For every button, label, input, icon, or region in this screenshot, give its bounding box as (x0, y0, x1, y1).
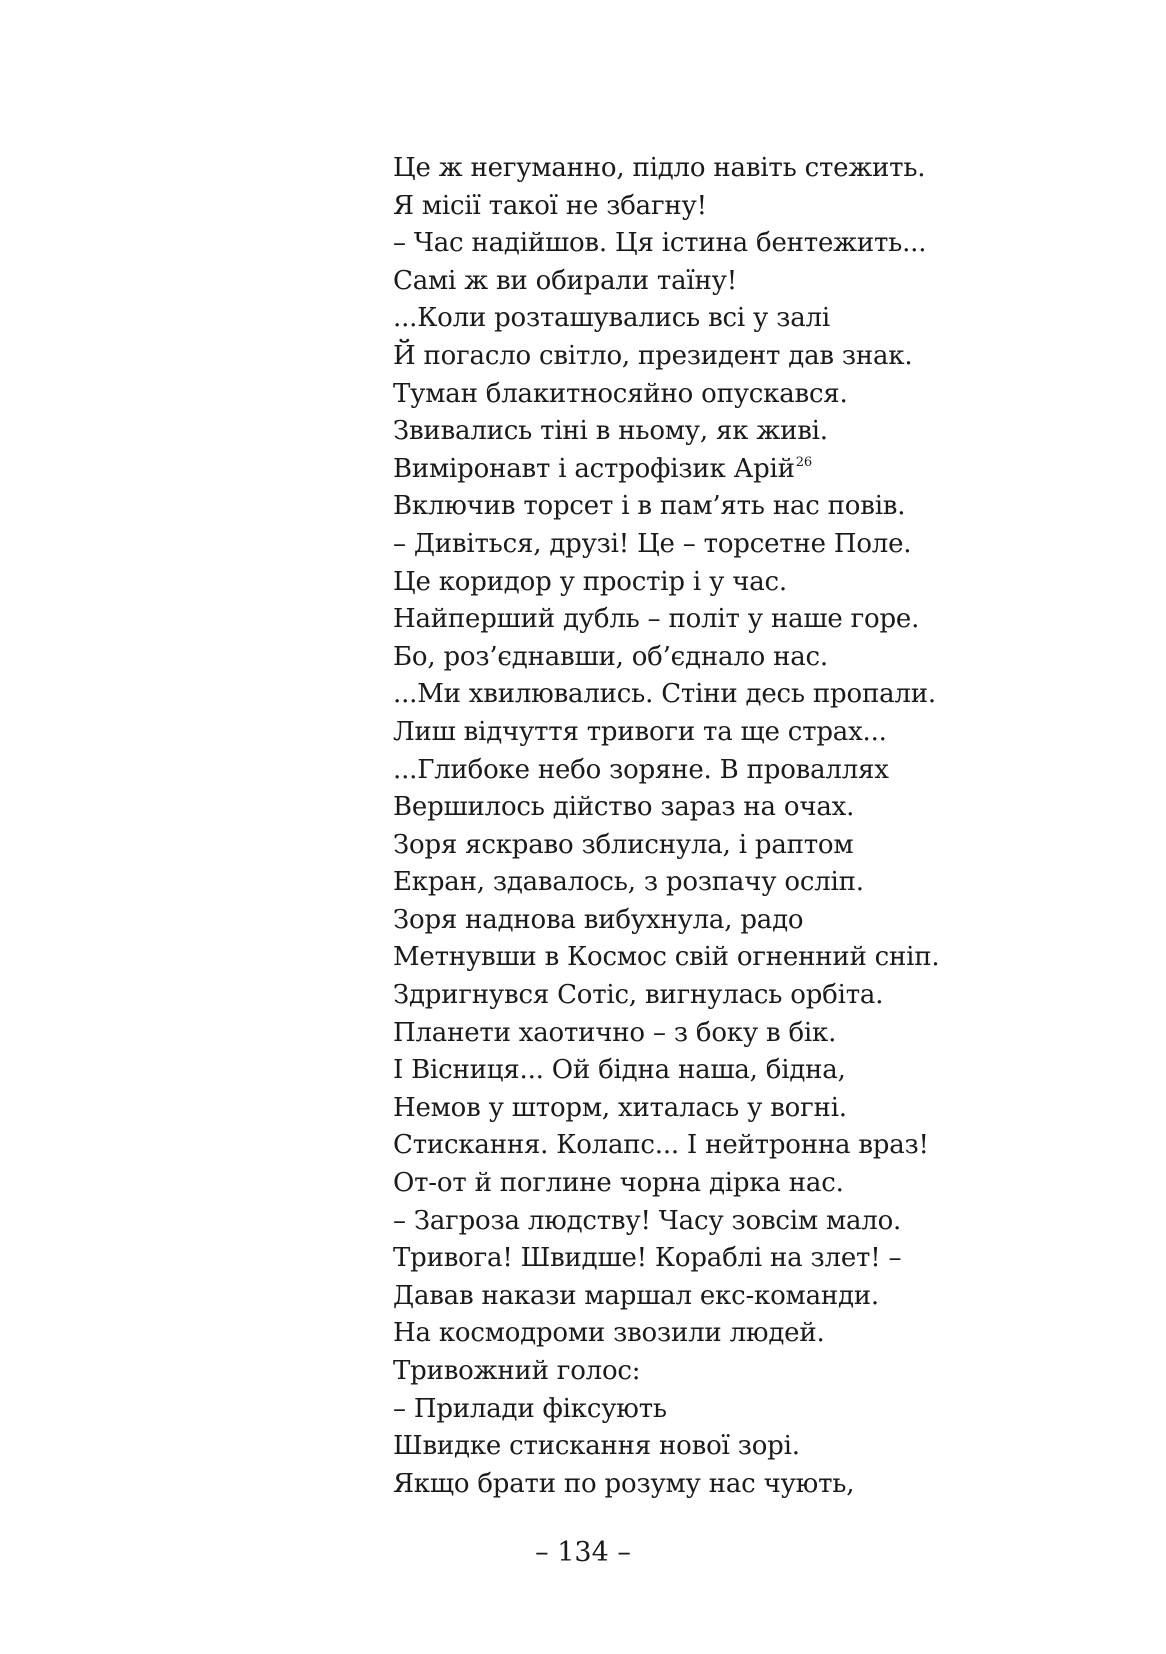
poem-line: ...Коли розташувались всі у залі (393, 303, 830, 334)
poem-line: Зоря наднова вибухнула, радо (393, 904, 804, 935)
poem-line: – Загроза людству! Часу зовсім мало. (393, 1205, 902, 1236)
poem-line: Давав накази маршал екс-команди. (393, 1280, 880, 1311)
poem-line-with-footnote (393, 451, 1093, 489)
poem-line: Метнувши в Космос свій огненний сніп. (393, 942, 940, 973)
poem-line: – Прилади фіксують (393, 1393, 667, 1424)
poem-line: На космодроми звозили людей. (393, 1318, 825, 1349)
poem-line: Здригнувся Сотіс, вигнулась орбіта. (393, 980, 884, 1011)
footnote-mark[interactable]: 26 (795, 454, 812, 470)
poem-line: Самі ж ви обирали таїну! (393, 265, 737, 296)
poem-line: Швидке стискання нової зорі. (393, 1431, 800, 1462)
poem-line: – Час надійшов. Ця істина бентежить... (393, 228, 927, 259)
poem-line: Звивались тіні в ньому, як живі. (393, 416, 828, 447)
poem-line: Немов у шторм, хиталась у вогні. (393, 1092, 847, 1123)
poem-line: Бо, роз’єднавши, об’єднало нас. (393, 641, 828, 672)
poem-line: Тривога! Швидше! Кораблі на злет! – (393, 1243, 902, 1274)
page-number: – 134 – (535, 1537, 631, 1568)
poem-line: От-от й поглине чорна дірка нас. (393, 1168, 844, 1199)
poem-line: І Вісниця... Ой бідна наша, бідна, (393, 1055, 846, 1086)
poem-line: Я місії такої не збагну! (393, 190, 707, 221)
poem-line-text: Виміронавт і астрофізик Арій (393, 453, 795, 484)
poem-line: Туман блакитносяйно опускався. (393, 378, 848, 409)
poem-line: Й погасло світло, президент дав знак. (393, 340, 913, 371)
poem-line: Це ж негуманно, підло навіть стежить. (393, 153, 926, 183)
poem-line: – Дивіться, друзі! Це – торсетне Поле. (393, 528, 912, 559)
poem-line: Стискання. Колапс... І нейтронна враз! (393, 1130, 929, 1161)
poem-line: ...Ми хвилювались. Стіни десь пропали. (393, 679, 936, 710)
poem-line: Планети хаотично – з боку в бік. (393, 1017, 837, 1048)
poem-line: Лиш відчуття тривоги та ще страх... (393, 716, 887, 747)
poem-line: Тривожний голос: (393, 1356, 641, 1386)
poem-line: Зоря яскраво зблиснула, і раптом (393, 829, 854, 860)
poem-line: Найперший дубль – політ у наше горе. (393, 604, 920, 635)
poem-line: Вершилось дійство зараз на очах. (393, 792, 855, 823)
poem-line: Якщо брати по розуму нас чують, (393, 1468, 855, 1499)
poem-line: Це коридор у простір і у час. (393, 566, 787, 597)
poem-line: Екран, здавалось, з розпачу осліп. (393, 867, 864, 898)
poem-text (393, 150, 1093, 1503)
poem-line: ...Глибоке небо зоряне. В проваллях (393, 754, 889, 785)
poem-line: Включив торсет і в пам’ять нас повів. (393, 491, 906, 522)
